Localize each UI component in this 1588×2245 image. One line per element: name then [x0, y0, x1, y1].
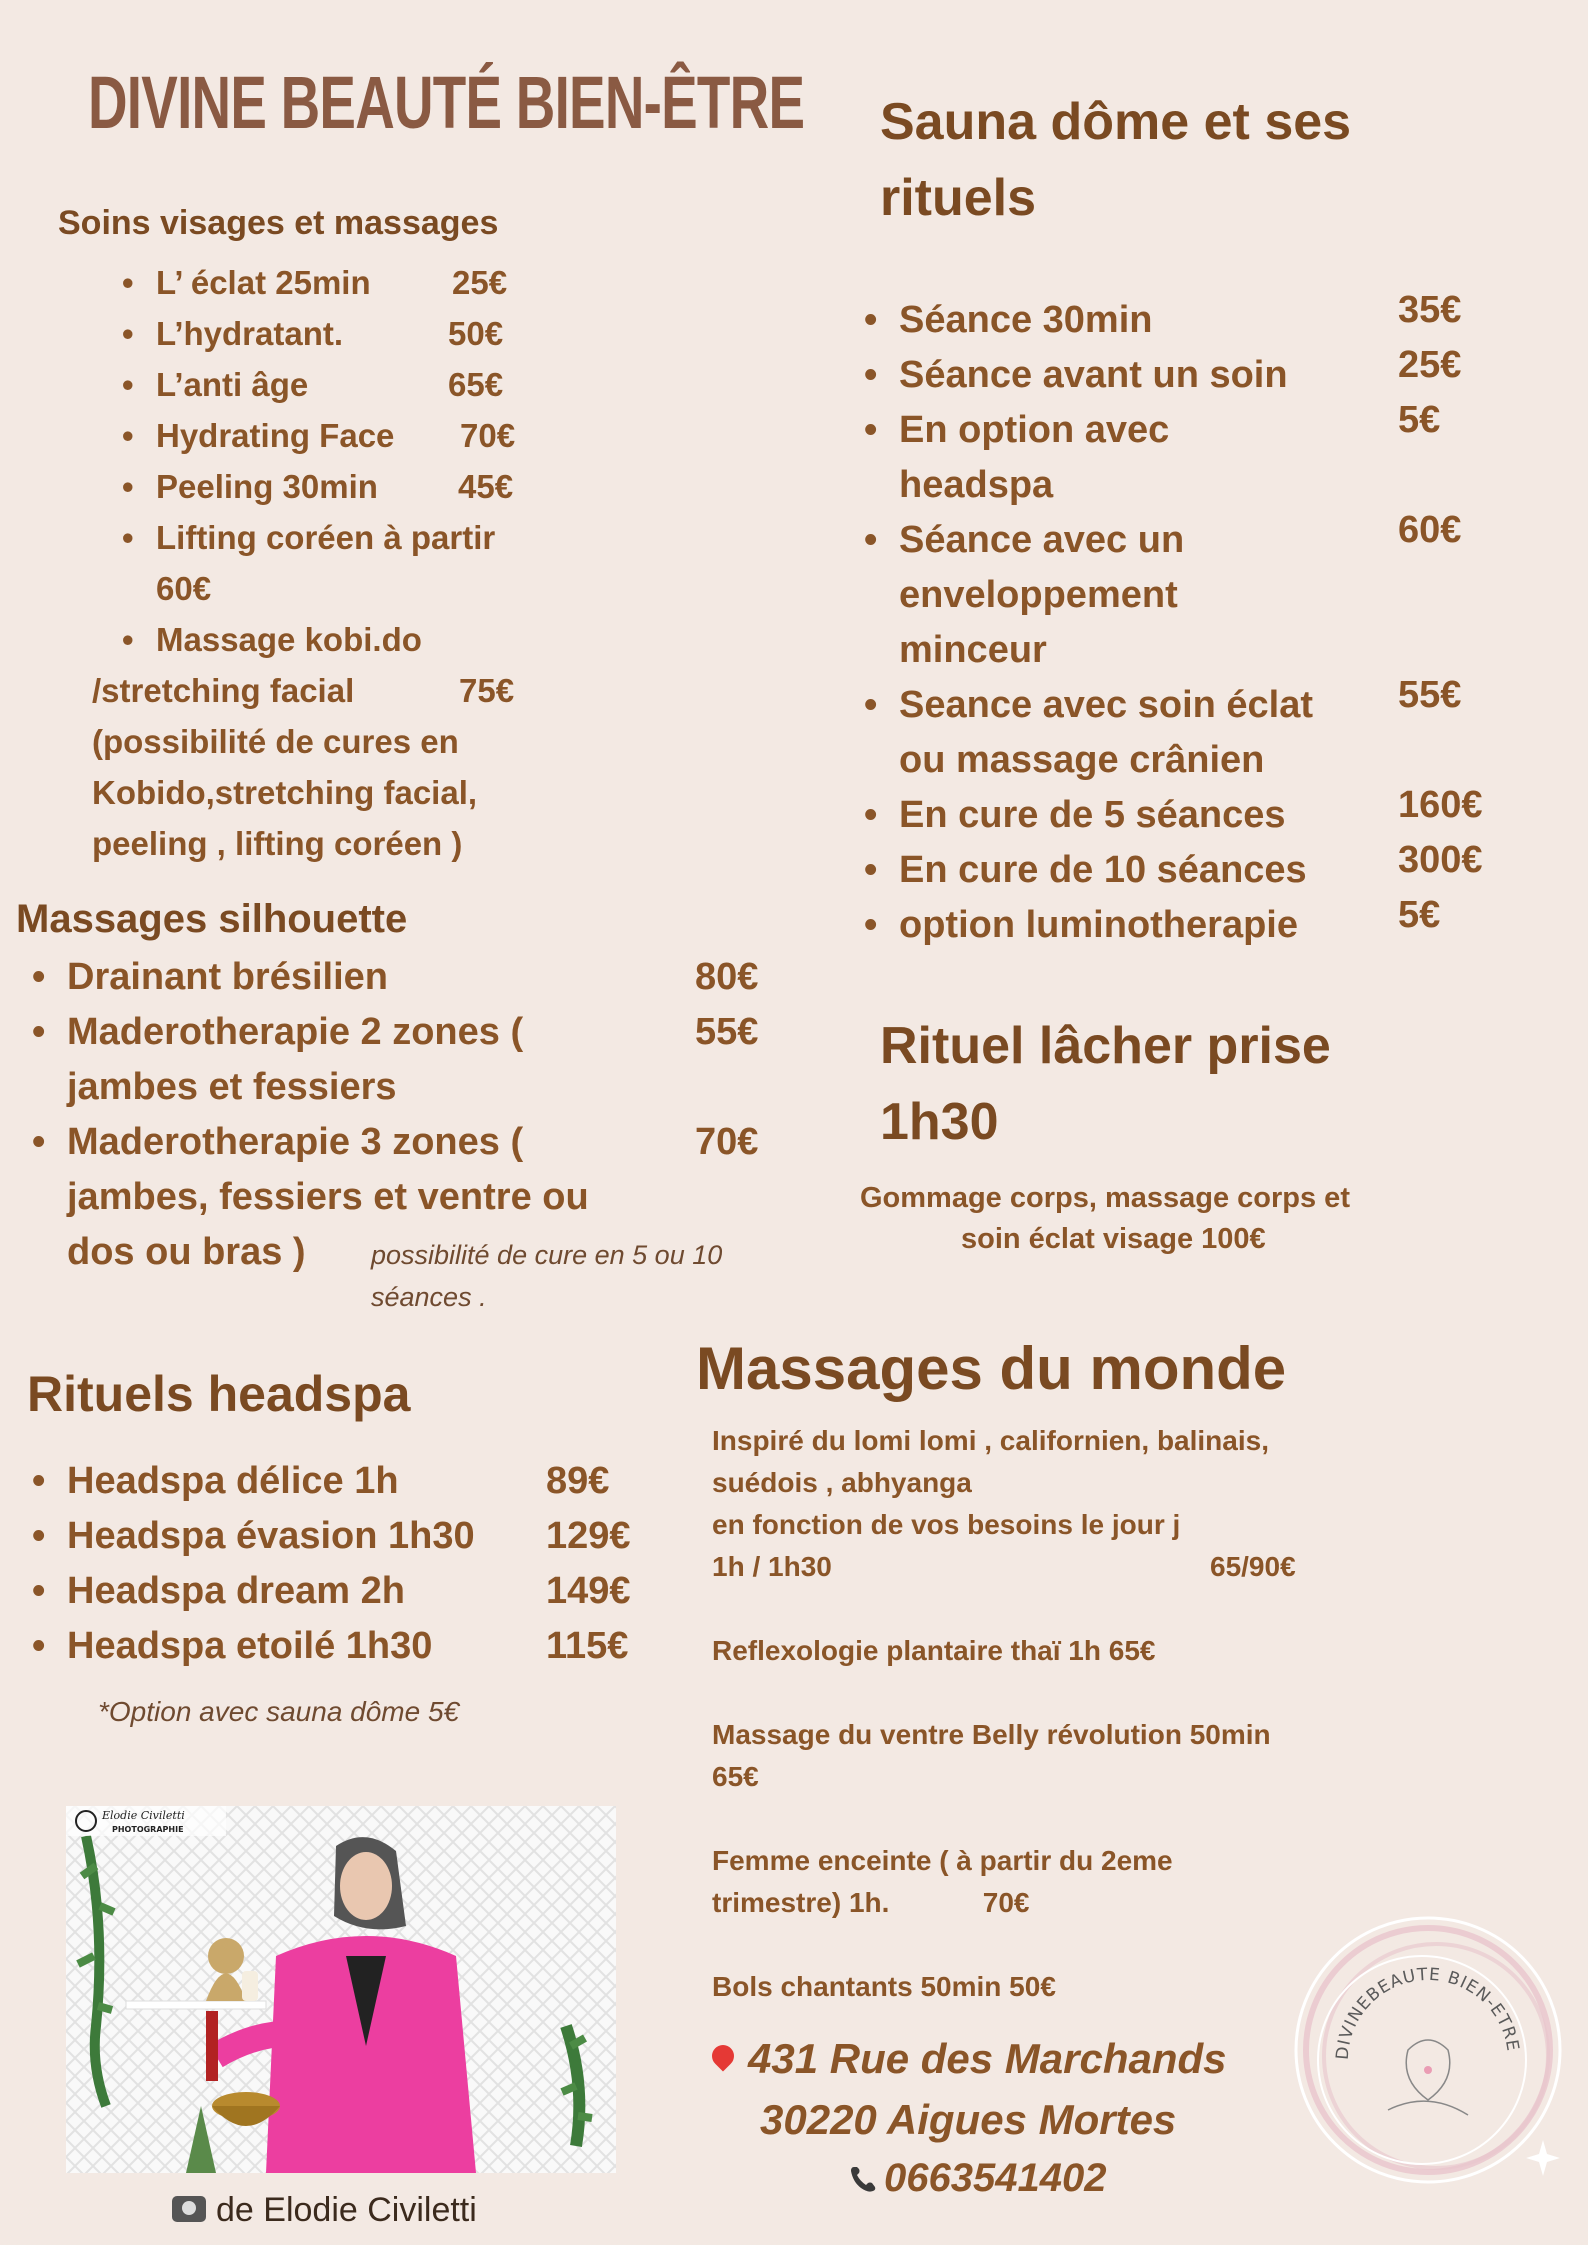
camera-icon [172, 2196, 206, 2222]
phone[interactable]: 0663541402 [848, 2148, 1106, 2208]
headspa-note: *Option avec sauna dôme 5€ [98, 1696, 460, 1727]
monde-line: Bols chantants 50min 50€ [712, 1971, 1056, 2002]
address-line-2: 30220 Aigues Mortes [760, 2096, 1177, 2143]
photo [66, 1806, 616, 2173]
sauna-price: 25€ [1398, 344, 1462, 386]
rituel-desc-2: soin éclat visage 100€ [961, 1223, 1266, 1255]
logo-seal [1288, 1910, 1568, 2190]
location-pin-icon [707, 2040, 738, 2071]
monde-line: 65€ [712, 1761, 759, 1792]
sauna-price: 5€ [1398, 399, 1441, 441]
cure-note: (possibilité de cures en [92, 723, 459, 760]
silhouette-note: séances . [371, 1282, 487, 1312]
sauna-price: 60€ [1398, 509, 1462, 551]
silhouette-price: 55€ [695, 1011, 759, 1053]
monde-line: Reflexologie plantaire thaï 1h 65€ [712, 1635, 1156, 1666]
cure-note: peeling , lifting coréen ) [92, 825, 463, 862]
svg-text:DIVINEBEAUTE BIEN-ETRE: DIVINEBEAUTE BIEN-ETRE [1332, 1964, 1523, 2061]
photo-watermark-sub: PHOTOGRAPHIE [112, 1825, 184, 1834]
monde-line: trimestre) 1h. 70€ [712, 1887, 1030, 1918]
brand-title: DIVINE BEAUTÉ BIEN-ÊTRE [88, 61, 805, 144]
monde-line: en fonction de vos besoins le jour j [712, 1509, 1181, 1540]
sauna-line: headspa [899, 464, 1054, 506]
sauna-price: 160€ [1398, 784, 1483, 826]
monde-line: Massage du ventre Belly révolution 50min [712, 1719, 1271, 1750]
monde-line: 1h / 1h30 [712, 1551, 832, 1582]
rituel-title: Rituel lâcher prise [880, 1017, 1331, 1075]
silhouette-line: jambes et fessiers [67, 1066, 397, 1108]
address-line-1: 431 Rue des Marchands [712, 2029, 1227, 2089]
monde-line: suédois , abhyanga [712, 1467, 972, 1498]
monde-line: Inspiré du lomi lomi , californien, balinais, [712, 1425, 1269, 1456]
monde-line: Femme enceinte ( à partir du 2eme [712, 1845, 1173, 1876]
cure-note: Kobido,stretching facial, [92, 774, 478, 811]
photo-caption: de Elodie Civiletti [172, 2185, 477, 2235]
sauna-price: 300€ [1398, 839, 1483, 881]
rituel-desc: Gommage corps, massage corps et [860, 1182, 1350, 1214]
headspa-title: Rituels headspa [27, 1366, 411, 1422]
silhouette-title: Massages silhouette [16, 897, 408, 941]
sauna-price: 5€ [1398, 894, 1441, 936]
sauna-title-2: rituels [880, 169, 1037, 227]
sauna-title: Sauna dôme et ses [880, 93, 1352, 151]
sauna-price: 55€ [1398, 674, 1462, 716]
silhouette-price: 80€ [695, 956, 759, 998]
silhouette-line: dos ou bras ) [67, 1231, 306, 1273]
photo-illustration [66, 1806, 616, 2173]
monde-price: 65/90€ [1210, 1551, 1296, 1582]
soins-title: Soins visages et massages [58, 204, 499, 242]
rituel-title-2: 1h30 [880, 1093, 999, 1151]
photo-watermark: Elodie Civiletti [102, 1809, 185, 1822]
kobido-price: 75€ [459, 672, 515, 709]
silhouette-price: 70€ [695, 1121, 759, 1163]
silhouette-line: jambes, fessiers et ventre ou [67, 1176, 589, 1218]
sauna-line: enveloppement [899, 574, 1178, 616]
sauna-line: minceur [899, 629, 1047, 671]
silhouette-note: possibilité de cure en 5 ou 10 [371, 1240, 723, 1270]
soins-item-price: 60€ [156, 570, 212, 607]
sauna-price: 35€ [1398, 289, 1462, 331]
kobido-line: /stretching facial [92, 672, 355, 709]
sauna-line: ou massage crânien [899, 739, 1265, 781]
monde-title: Massages du monde [696, 1335, 1287, 1402]
phone-icon [848, 2151, 878, 2181]
